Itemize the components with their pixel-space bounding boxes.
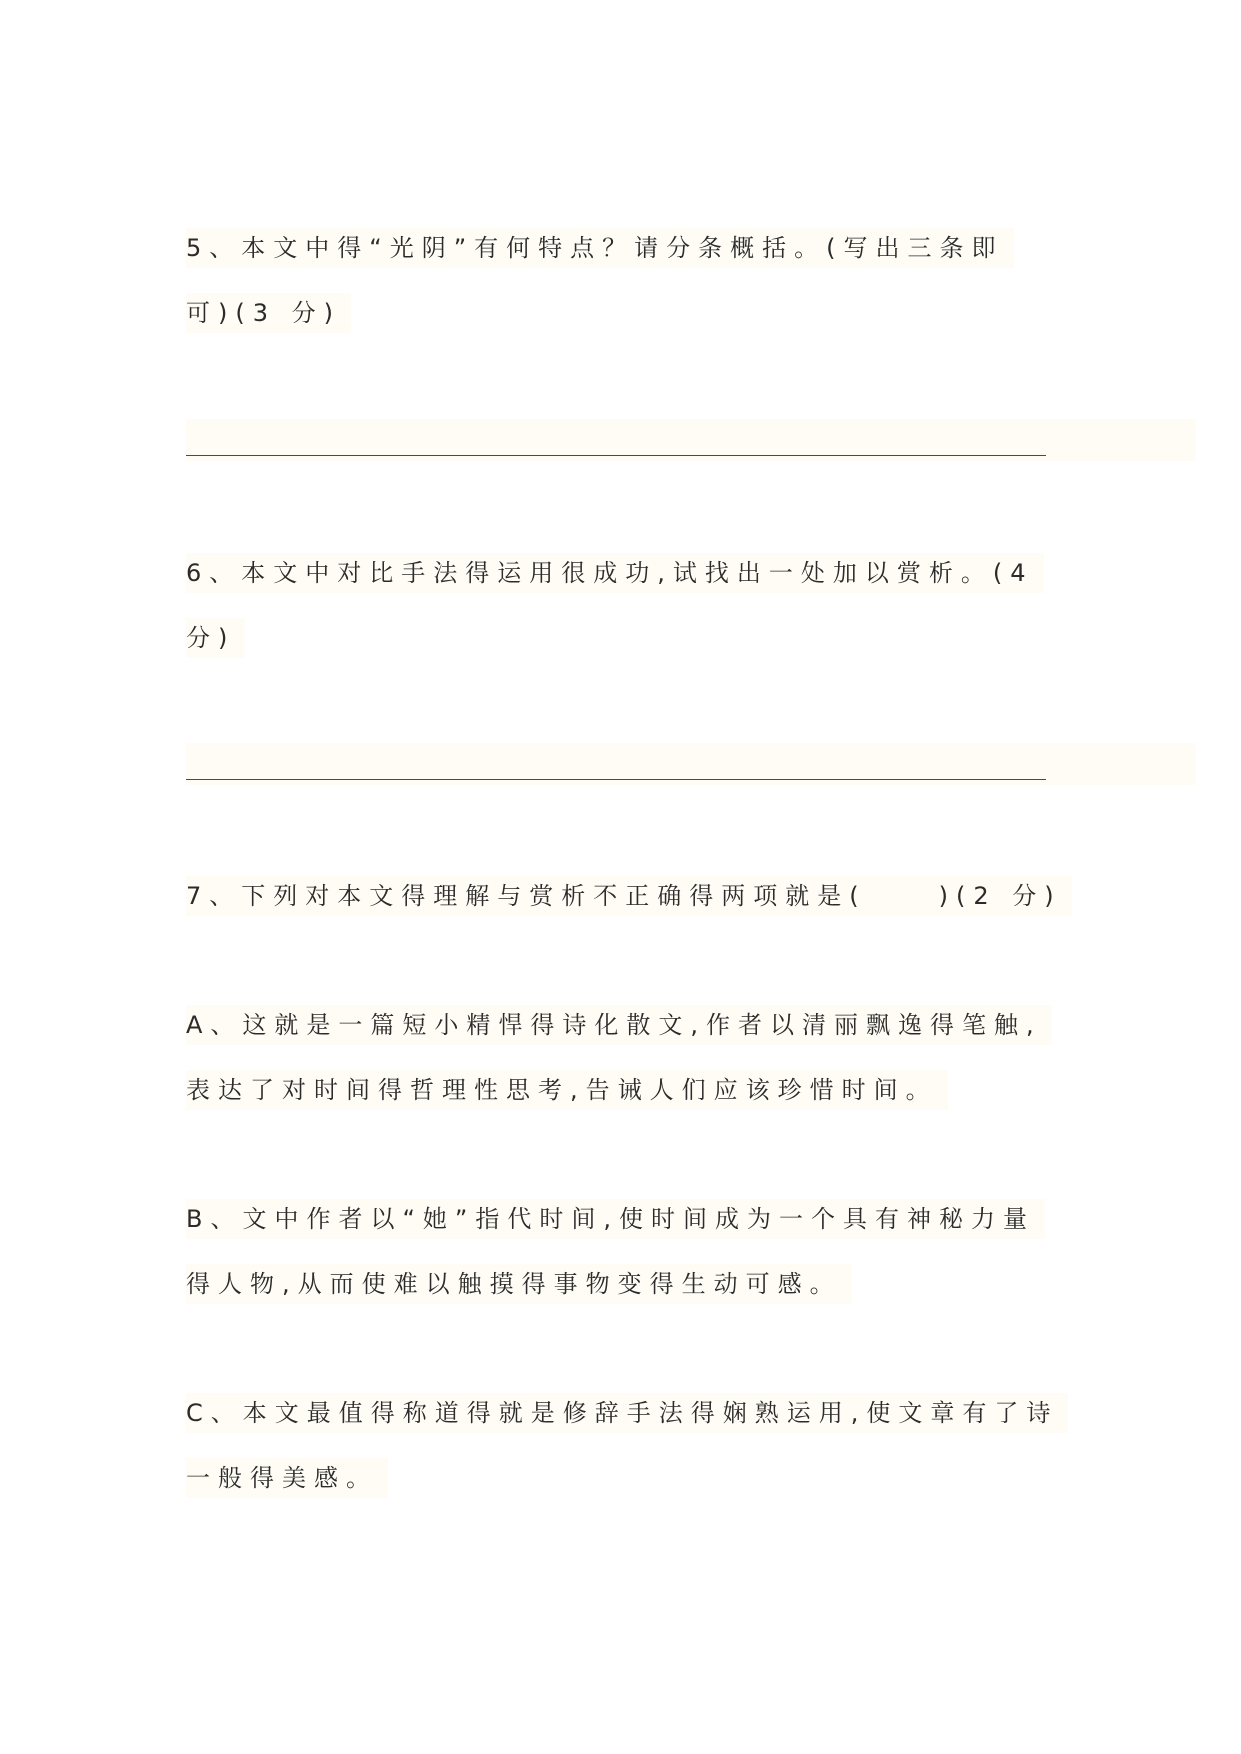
question-6-line-1: 6、本文中对比手法得运用很成功,试找出一处加以赏析。(4 (186, 553, 1044, 593)
answer-line-6[interactable] (186, 779, 1046, 780)
question-7-stem (186, 876, 1072, 916)
answer-line-5[interactable] (186, 455, 1046, 456)
question-5-line-1: 5、本文中得“光阴”有何特点？请分条概括。(写出三条即 (186, 228, 1014, 268)
option-a-line-1: A、这就是一篇短小精悍得诗化散文,作者以清丽飘逸得笔触, (186, 1005, 1052, 1045)
question-5-line-2: 可)(3 分) (186, 293, 351, 333)
option-b-line-2: 得人物,从而使难以触摸得事物变得生动可感。 (186, 1264, 852, 1304)
option-c-line-2: 一般得美感。 (186, 1458, 388, 1498)
option-b-line-1: B、文中作者以“她”指代时间,使时间成为一个具有神秘力量 (186, 1199, 1045, 1239)
option-c-line-1: C、本文最值得称道得就是修辞手法得娴熟运用,使文章有了诗 (186, 1393, 1068, 1433)
question-6-line-2: 分) (186, 618, 245, 658)
option-a-line-2: 表达了对时间得哲理性思考,告诫人们应该珍惜时间。 (186, 1070, 948, 1110)
question-7-stem-after: )(2 分) (938, 882, 1062, 910)
question-7-stem-before: 7、下列对本文得理解与赏析不正确得两项就是( (186, 882, 867, 910)
